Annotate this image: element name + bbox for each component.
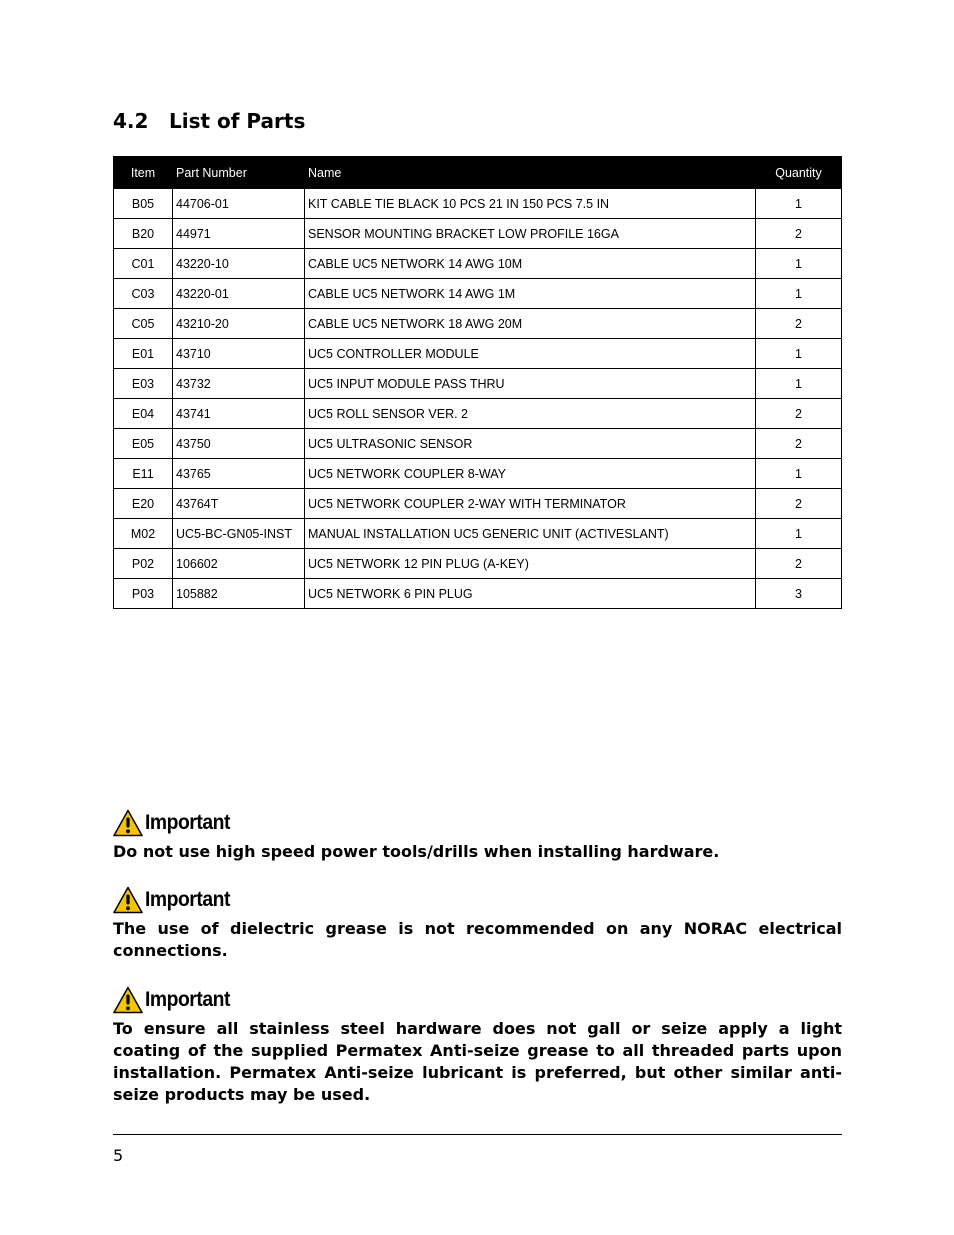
cell-quantity: 1 <box>756 189 842 219</box>
cell-name: UC5 ULTRASONIC SENSOR <box>305 429 756 459</box>
cell-name: SENSOR MOUNTING BRACKET LOW PROFILE 16GA <box>305 219 756 249</box>
cell-part-number: 44971 <box>173 219 305 249</box>
cell-part-number: 105882 <box>173 579 305 609</box>
notice-title: Important <box>145 888 230 911</box>
notice-title: Important <box>145 811 230 834</box>
table-row <box>114 399 842 429</box>
cell-part-number: 43750 <box>173 429 305 459</box>
cell-part-number: 43210-20 <box>173 309 305 339</box>
table-row <box>114 279 842 309</box>
cell-name: UC5 ROLL SENSOR VER. 2 <box>305 399 756 429</box>
section-number: 4.2 <box>113 109 149 133</box>
header-quantity: Quantity <box>756 157 842 189</box>
table-row <box>114 249 842 279</box>
cell-item: E05 <box>114 429 173 459</box>
cell-item: P03 <box>114 579 173 609</box>
cell-item: B05 <box>114 189 173 219</box>
cell-quantity: 2 <box>756 429 842 459</box>
header-item: Item <box>114 157 173 189</box>
cell-item: E11 <box>114 459 173 489</box>
cell-quantity: 1 <box>756 369 842 399</box>
warning-triangle-icon <box>113 809 143 837</box>
cell-quantity: 2 <box>756 399 842 429</box>
cell-part-number: 43220-01 <box>173 279 305 309</box>
cell-item: E04 <box>114 399 173 429</box>
cell-item: E20 <box>114 489 173 519</box>
footer-divider <box>113 1134 842 1135</box>
cell-quantity: 2 <box>756 219 842 249</box>
notice-text: The use of dielectric grease is not recommended on any NORAC electrical connections. <box>113 919 842 960</box>
important-notice <box>113 985 842 1106</box>
section-title: List of Parts <box>169 109 306 133</box>
cell-name: CABLE UC5 NETWORK 18 AWG 20M <box>305 309 756 339</box>
warning-triangle-icon <box>113 986 143 1014</box>
table-row <box>114 339 842 369</box>
table-row <box>114 489 842 519</box>
warning-triangle-icon <box>113 886 143 914</box>
cell-quantity: 1 <box>756 249 842 279</box>
table-row <box>114 309 842 339</box>
cell-item: P02 <box>114 549 173 579</box>
cell-item: M02 <box>114 519 173 549</box>
cell-name: CABLE UC5 NETWORK 14 AWG 10M <box>305 249 756 279</box>
cell-quantity: 1 <box>756 519 842 549</box>
cell-quantity: 2 <box>756 309 842 339</box>
table-row <box>114 369 842 399</box>
notice-title: Important <box>145 988 230 1011</box>
table-row <box>114 579 842 609</box>
cell-name: KIT CABLE TIE BLACK 10 PCS 21 IN 150 PCS 7.5 IN <box>305 189 756 219</box>
cell-name: CABLE UC5 NETWORK 14 AWG 1M <box>305 279 756 309</box>
page-number: 5 <box>113 1146 124 1165</box>
cell-name: UC5 NETWORK COUPLER 2-WAY WITH TERMINATOR <box>305 489 756 519</box>
notice-text: To ensure all stainless steel hardware does not gall or seize apply a light coating of the supplied Permatex Anti-seize grease to all threaded parts upon installation. Permatex Anti-seize lubricant is preferred, but other similar anti-seize products may be used. <box>113 1019 842 1104</box>
cell-item: C03 <box>114 279 173 309</box>
cell-quantity: 1 <box>756 459 842 489</box>
cell-quantity: 3 <box>756 579 842 609</box>
cell-item: C05 <box>114 309 173 339</box>
table-row <box>114 429 842 459</box>
table-row <box>114 219 842 249</box>
cell-part-number: 43765 <box>173 459 305 489</box>
header-part-number: Part Number <box>173 157 305 189</box>
table-row <box>114 189 842 219</box>
cell-name: UC5 INPUT MODULE PASS THRU <box>305 369 756 399</box>
cell-item: E03 <box>114 369 173 399</box>
cell-quantity: 1 <box>756 279 842 309</box>
cell-part-number: UC5-BC-GN05-INST <box>173 519 305 549</box>
cell-part-number: 43741 <box>173 399 305 429</box>
important-notice <box>113 808 842 863</box>
cell-quantity: 2 <box>756 489 842 519</box>
cell-part-number: 106602 <box>173 549 305 579</box>
table-row <box>114 459 842 489</box>
important-notice <box>113 885 842 962</box>
header-name: Name <box>305 157 756 189</box>
cell-name: MANUAL INSTALLATION UC5 GENERIC UNIT (ACTIVESLANT) <box>305 519 756 549</box>
cell-name: UC5 NETWORK 6 PIN PLUG <box>305 579 756 609</box>
cell-name: UC5 NETWORK 12 PIN PLUG (A-KEY) <box>305 549 756 579</box>
notice-text: Do not use high speed power tools/drills when installing hardware. <box>113 842 720 861</box>
cell-name: UC5 NETWORK COUPLER 8-WAY <box>305 459 756 489</box>
cell-part-number: 43764T <box>173 489 305 519</box>
cell-item: E01 <box>114 339 173 369</box>
table-header-row <box>114 157 842 189</box>
table-row <box>114 549 842 579</box>
cell-quantity: 1 <box>756 339 842 369</box>
cell-part-number: 44706-01 <box>173 189 305 219</box>
cell-part-number: 43710 <box>173 339 305 369</box>
cell-part-number: 43732 <box>173 369 305 399</box>
section-heading <box>113 109 305 133</box>
cell-quantity: 2 <box>756 549 842 579</box>
cell-item: C01 <box>114 249 173 279</box>
cell-part-number: 43220-10 <box>173 249 305 279</box>
cell-name: UC5 CONTROLLER MODULE <box>305 339 756 369</box>
table-row <box>114 519 842 549</box>
cell-item: B20 <box>114 219 173 249</box>
parts-table <box>113 156 842 609</box>
